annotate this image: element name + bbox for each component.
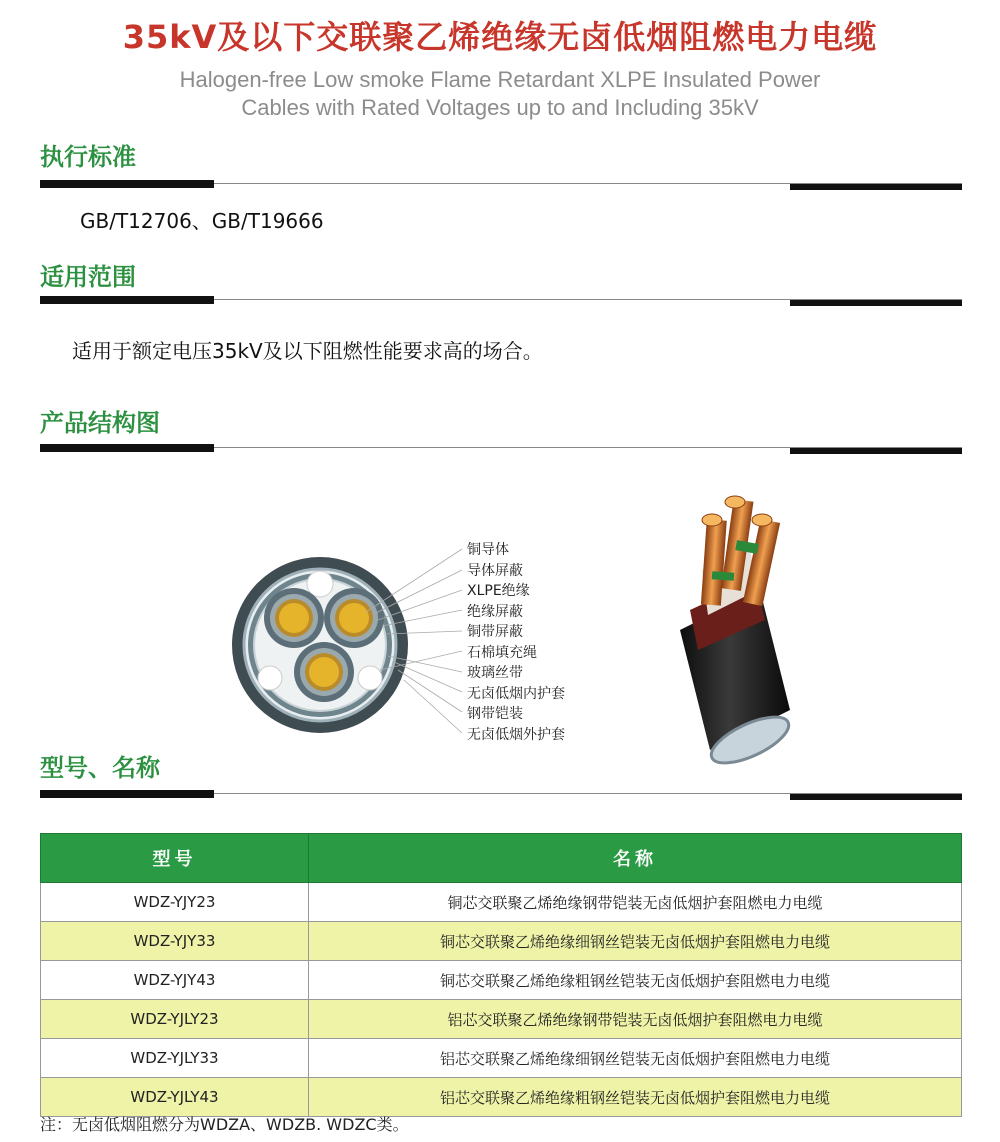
section-heading-standard: 执行标准 [40,143,136,171]
label-outer-sheath: 无卤低烟外护套 [467,726,565,743]
label-copper-tape-screen: 铜带屏蔽 [467,624,523,640]
page-title: 35kV及以下交联聚乙烯绝缘无卤低烟阻燃电力电缆 [122,18,878,56]
cell-model: WDZ-YJY33 [41,922,309,961]
cell-model: WDZ-YJLY33 [41,1039,309,1078]
cell-model: WDZ-YJLY43 [41,1078,309,1117]
table-row [41,1000,962,1039]
label-inner-sheath: 无卤低烟内护套 [467,685,565,702]
cell-name: 铜芯交联聚乙烯绝缘细钢丝铠装无卤低烟护套阻燃电力电缆 [309,922,962,961]
table-row [41,961,962,1000]
label-glass-tape: 玻璃丝带 [467,665,523,681]
cell-name: 铝芯交联聚乙烯绝缘钢带铠装无卤低烟护套阻燃电力电缆 [309,1000,962,1039]
section-divider [40,178,962,190]
section-heading-scope: 适用范围 [40,263,136,291]
section-divider [40,442,962,454]
table-row [41,1039,962,1078]
label-xlpe-insulation: XLPE绝缘 [467,583,530,599]
section-divider [40,788,962,800]
cell-name: 铝芯交联聚乙烯绝缘细钢丝铠装无卤低烟护套阻燃电力电缆 [309,1039,962,1078]
label-copper-conductor: 铜导体 [467,542,509,558]
section-heading-structure: 产品结构图 [40,409,160,437]
cell-name: 铝芯交联聚乙烯绝缘粗钢丝铠装无卤低烟护套阻燃电力电缆 [309,1078,962,1117]
table-header-row [41,834,962,883]
table-row [41,1078,962,1117]
model-table [40,833,962,1117]
label-conductor-screen: 导体屏蔽 [467,562,523,579]
cell-model: WDZ-YJLY23 [41,1000,309,1039]
footnote: 注：无卤低烟阻燃分为WDZA、WDZB. WDZC类。 [40,1115,409,1134]
section-heading-models: 型号、名称 [40,754,160,782]
cell-name: 铜芯交联聚乙烯绝缘钢带铠装无卤低烟护套阻燃电力电缆 [309,883,962,922]
cell-model: WDZ-YJY43 [41,961,309,1000]
header-name: 名称 [309,834,962,883]
standard-text: GB/T12706、GB/T19666 [80,209,324,233]
label-asbestos-filler: 石棉填充绳 [467,644,537,661]
subtitle-line-1: Halogen-free Low smoke Flame Retardant XLPE Insulated Power [179,67,821,92]
table-row [41,922,962,961]
structure-labels [467,540,565,745]
scope-text: 适用于额定电压35kV及以下阻燃性能要求高的场合。 [72,339,543,363]
page-subtitle [0,66,1000,122]
cell-model: WDZ-YJY23 [41,883,309,922]
cell-name: 铜芯交联聚乙烯绝缘粗钢丝铠装无卤低烟护套阻燃电力电缆 [309,961,962,1000]
header-model: 型号 [41,834,309,883]
cable-product-image [640,480,820,770]
label-steel-tape-armour: 钢带铠装 [467,706,523,722]
section-divider [40,294,962,306]
label-insulation-screen: 绝缘屏蔽 [467,603,523,620]
table-row [41,883,962,922]
subtitle-line-2: Cables with Rated Voltages up to and Including 35kV [241,95,759,120]
